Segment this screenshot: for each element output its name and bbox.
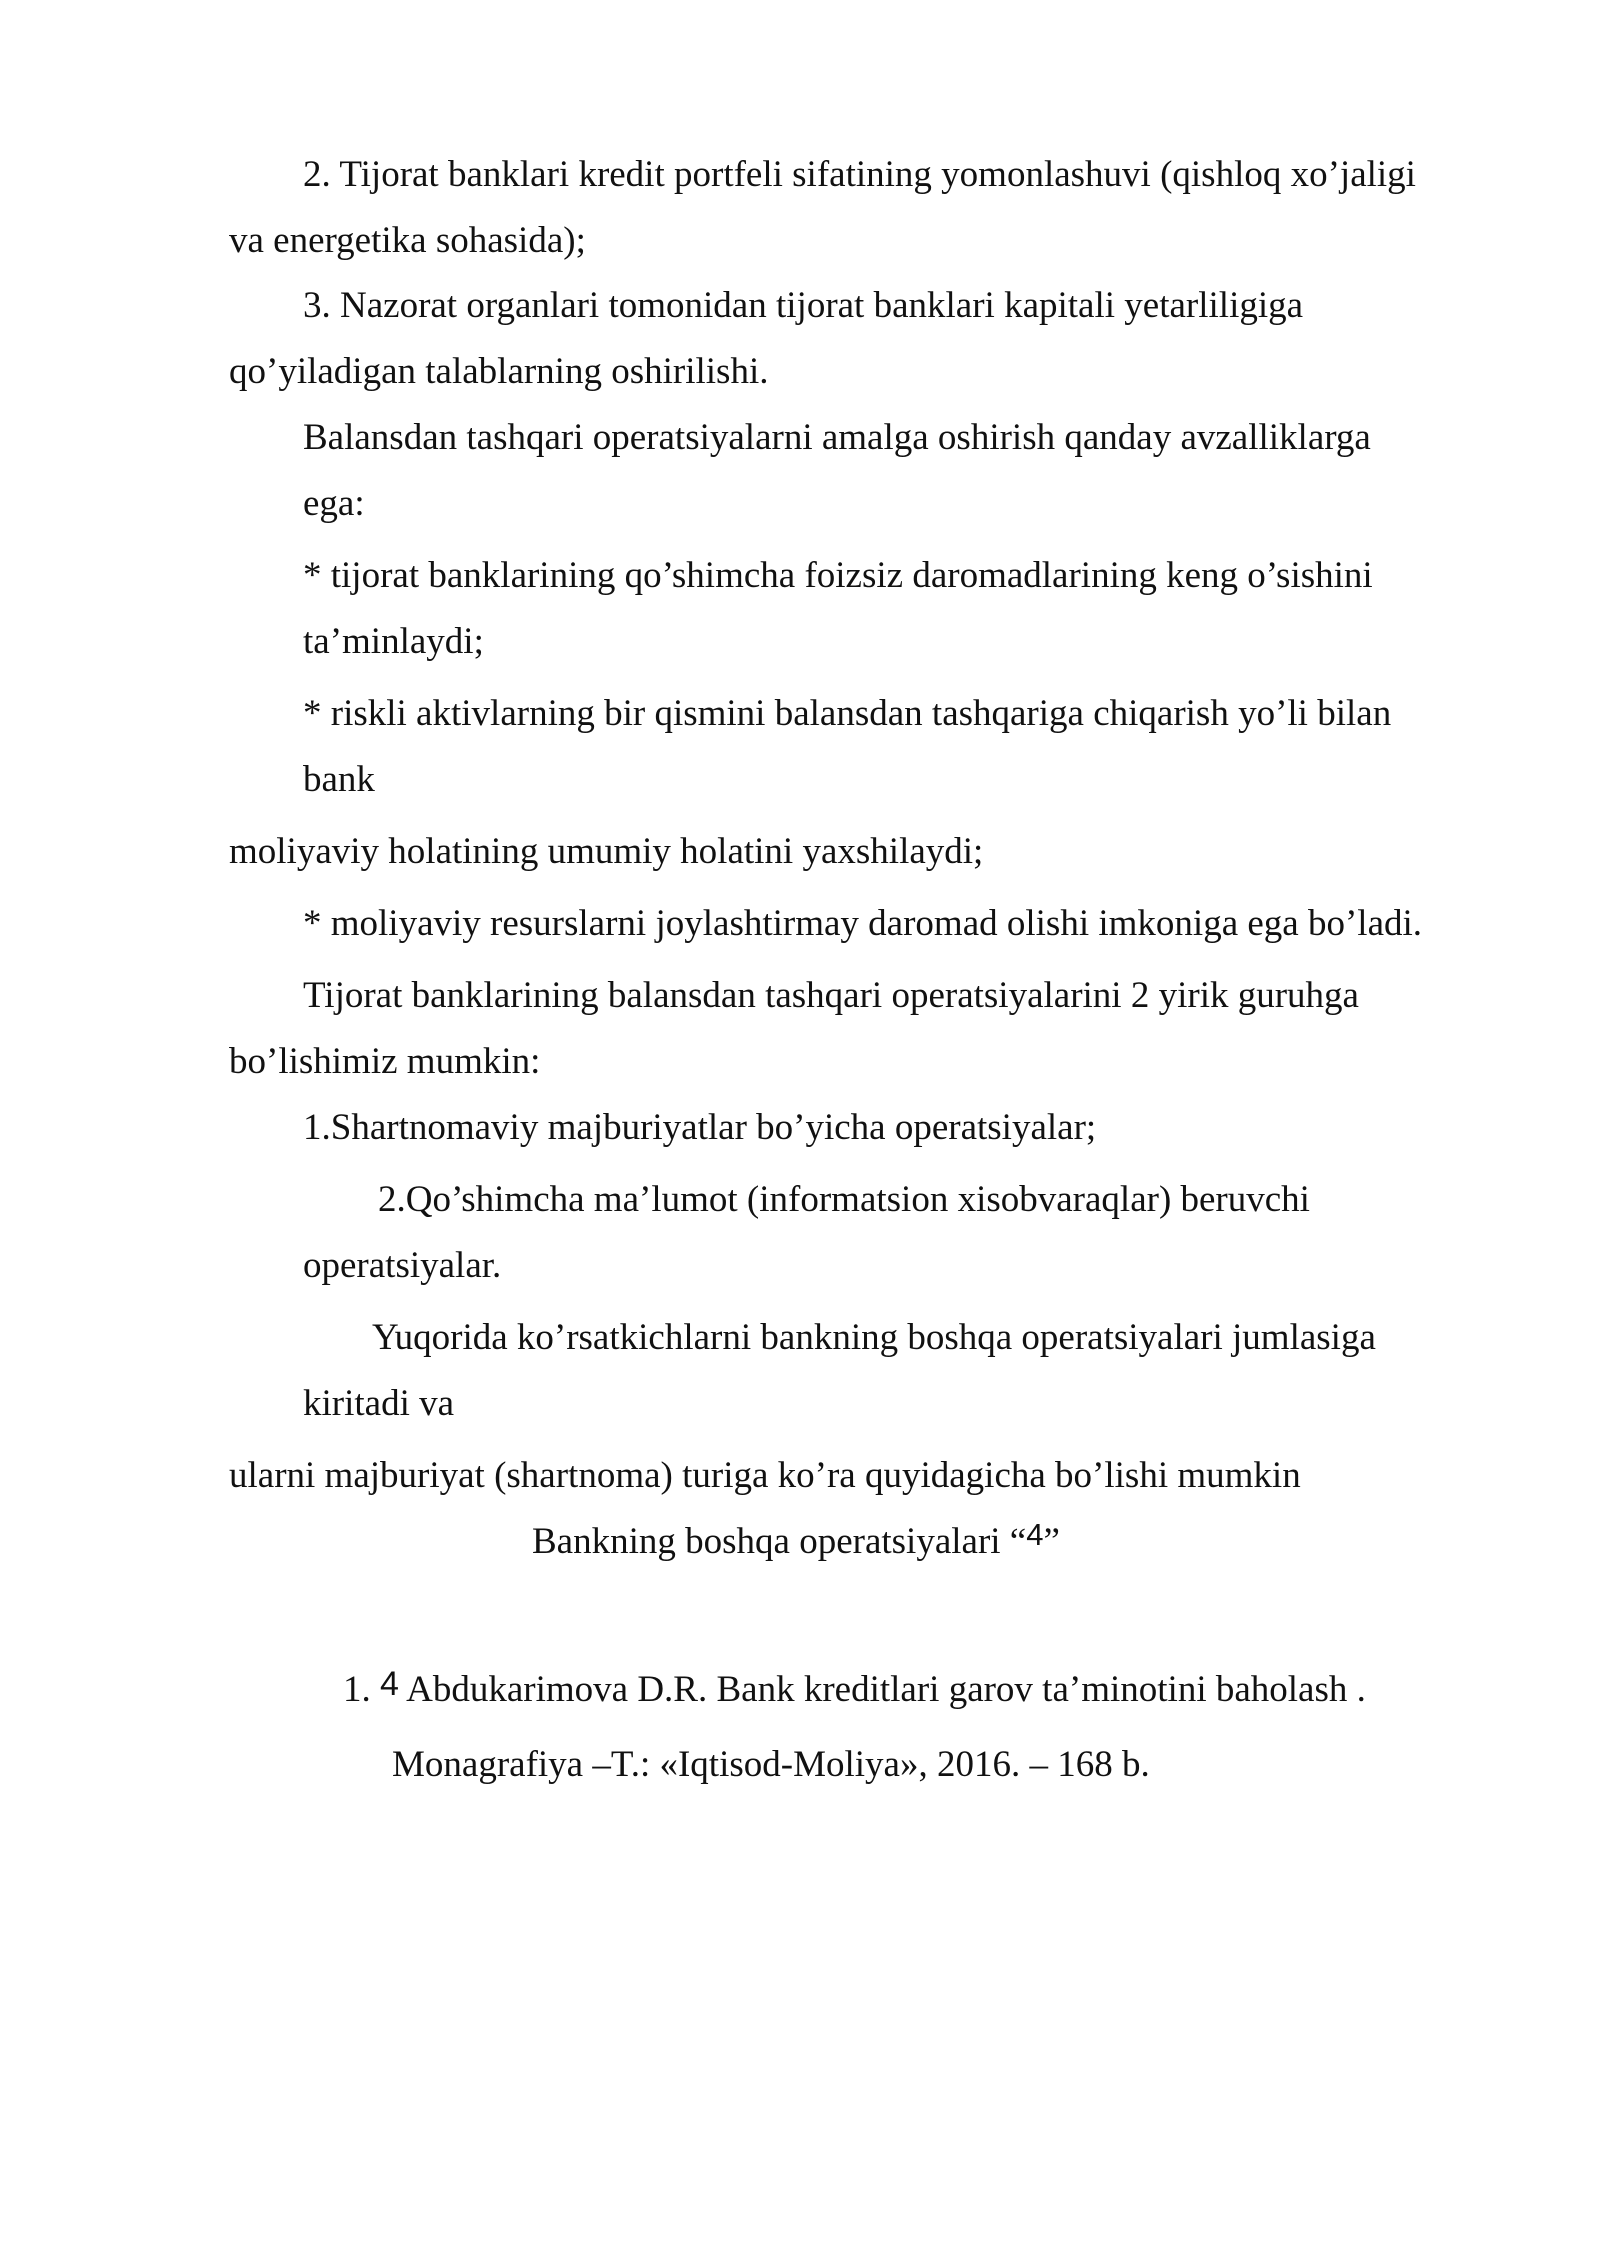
footnote-number: 1. [343,1669,371,1710]
group-1-line-1: 1.Shartnomaviy majburiyatlar bo’yicha operatsiyalar; [303,1107,1097,1148]
groups-intro-line-2: bo’lishimiz mumkin: [229,1041,541,1082]
group-2-line-2: operatsiyalar. [303,1245,502,1286]
summary-line-3: ularni majburiyat (shartnoma) turiga ko’ra quyidagicha bo’lishi mumkin [229,1455,1301,1496]
bullet-1-line-2: ta’minlaydi; [303,621,484,662]
paragraph-item-3-line-1: 3. Nazorat organlari tomonidan tijorat banklari kapitali yetarliligiga [303,285,1304,326]
groups-intro-line-1: Tijorat banklarining balansdan tashqari operatsiyalarini 2 yirik guruhga [303,975,1359,1016]
footnote-reference: 4 [1026,1517,1044,1552]
section-heading-text: Bankning boshqa operatsiyalari “ [532,1521,1027,1562]
bullet-2-line-2: bank [303,759,375,800]
bullet-2-line-3: moliyaviy holatining umumiy holatini yaxshilaydi; [229,831,984,872]
bullet-2-line-1: * riskli aktivlarning bir qismini balansdan tashqariga chiqarish yo’li bilan [303,693,1392,734]
footnote-ref-marker: 4 [380,1665,399,1703]
summary-line-2: kiritadi va [303,1383,455,1424]
summary-line-1: Yuqorida ko’rsatkichlarni bankning boshqa operatsiyalari jumlasiga [372,1317,1376,1358]
paragraph-item-2-line-2: va energetika sohasida); [229,220,586,261]
section-heading-close-quote: ” [1043,1521,1060,1562]
paragraph-item-3-line-2: qo’yiladigan talablarning oshirilishi. [229,351,769,392]
footnote-line-1 [343,1667,1366,1713]
group-2-line-1: 2.Qo’shimcha ma’lumot (informatsion xisobvaraqlar) beruvchi [378,1179,1310,1220]
section-heading [532,1519,1060,1566]
advantages-intro-line-2: ega: [303,483,365,524]
paragraph-item-2-line-1: 2. Tijorat banklari kredit portfeli sifatining yomonlashuvi (qishloq xo’jaligi [303,154,1416,195]
footnote-citation-line-2: Monagrafiya –T.: «Iqtisod-Moliya», 2016. – 168 b. [392,1744,1150,1785]
footnote-citation-line-1: Abdukarimova D.R. Bank kreditlari garov ta’minotini baholash . [406,1669,1366,1710]
bullet-3-line-1: * moliyaviy resurslarni joylashtirmay daromad olishi imkoniga ega bo’ladi. [303,903,1423,944]
bullet-1-line-1: * tijorat banklarining qo’shimcha foizsiz daromadlarining keng o’sishini [303,555,1373,596]
advantages-intro-line-1: Balansdan tashqari operatsiyalarni amalga oshirish qanday avzalliklarga [303,417,1371,458]
